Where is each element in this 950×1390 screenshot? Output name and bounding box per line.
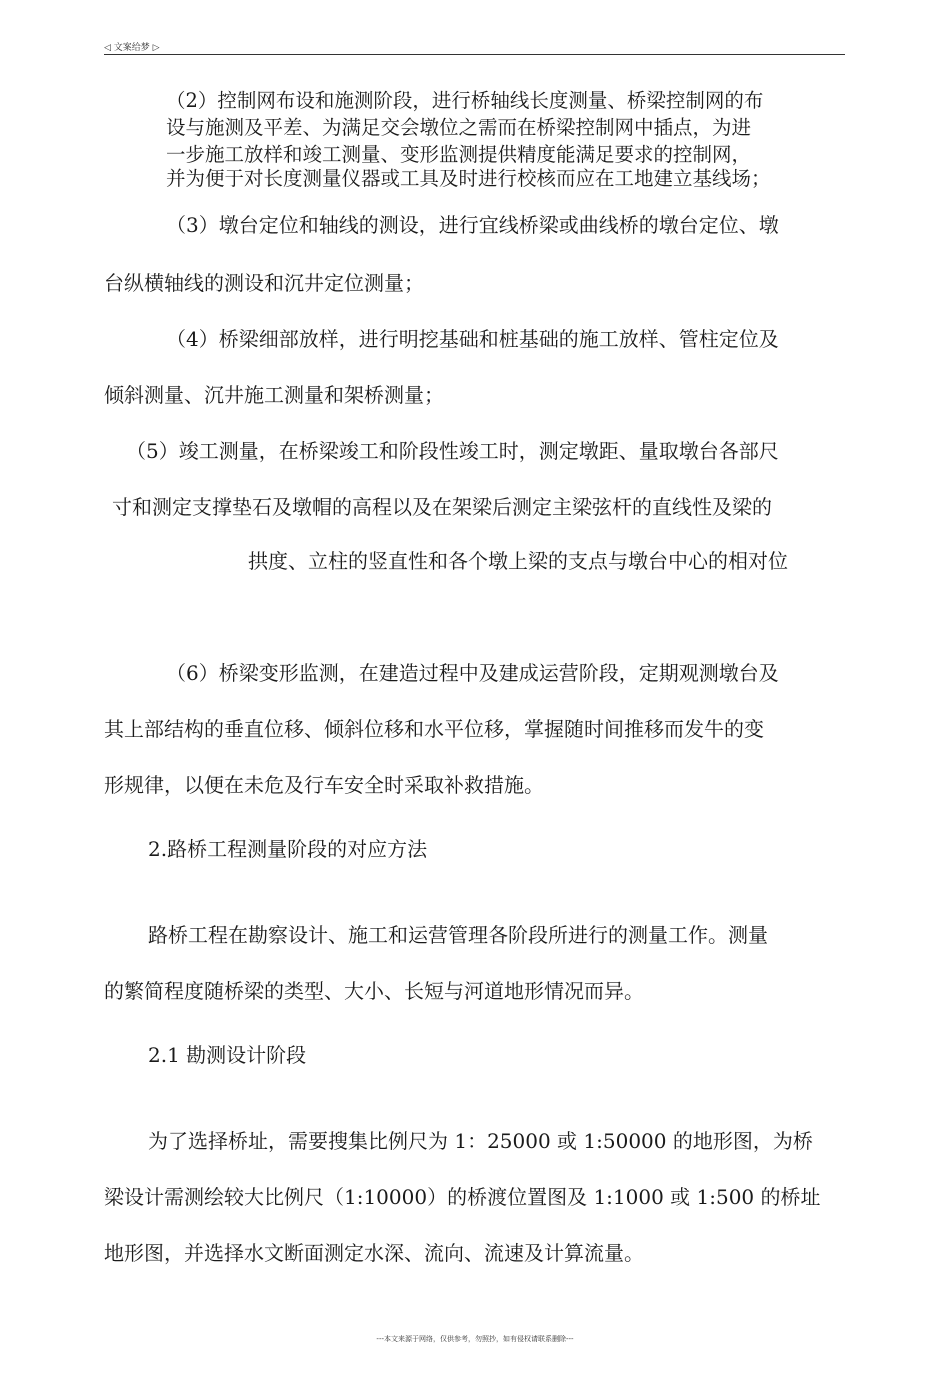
paragraph-line: 台纵横轴线的测设和沉井定位测量； <box>104 271 424 295</box>
paragraph-line: 为了选择桥址，需要搜集比例尺为 1：25000 或 1:50000 的地形图，为桥 <box>148 1129 813 1153</box>
header-label: ◁ 文案给梦 ▷ <box>104 43 160 53</box>
paragraph-line: 设与施测及平差、为满足交会墩位之需而在桥梁控制网中插点，为进 <box>166 116 752 139</box>
subsection-heading: 2.1 勘测设计阶段 <box>148 1043 307 1067</box>
paragraph-line: 倾斜测量、沉井施工测量和架桥测量； <box>104 383 444 407</box>
paragraph-line: 其上部结构的垂直位移、倾斜位移和水平位移，掌握随时间推移而发牛的变 <box>104 717 764 741</box>
section-heading: 2.路桥工程测量阶段的对应方法 <box>148 837 428 861</box>
paragraph-line: （6）桥梁变形监测，在建造过程中及建成运营阶段，定期观测墩台及 <box>166 661 779 685</box>
footer-disclaimer: ---本文来源于网络，仅供参考，勿照抄，如有侵权请联系删除--- <box>376 1335 574 1343</box>
paragraph-line: （2）控制网布设和施测阶段，进行桥轴线长度测量、桥梁控制网的布 <box>166 89 764 112</box>
paragraph-line: 的繁简程度随桥梁的类型、大小、长短与河道地形情况而异。 <box>104 979 644 1003</box>
paragraph-line: 一步施工放样和竣工测量、变形监测提供精度能满足要求的控制网， <box>166 143 752 166</box>
paragraph-line: 梁设计需测绘较大比例尺（1:10000）的桥渡位置图及 1:1000 或 1:500 的桥址 <box>104 1185 821 1209</box>
paragraph-line: 地形图，并选择水文断面测定水深、流向、流速及计算流量。 <box>104 1241 644 1265</box>
paragraph-line: 拱度、立柱的竖直性和各个墩上梁的支点与墩台中心的相对位 <box>248 549 788 573</box>
paragraph-line: 形规律，以便在未危及行车安全时采取补救措施。 <box>104 773 544 797</box>
header-divider <box>104 54 845 55</box>
paragraph-line: （5）竣工测量，在桥梁竣工和阶段性竣工时，测定墩距、量取墩台各部尺 <box>126 439 779 463</box>
paragraph-line: （3）墩台定位和轴线的测设，进行宜线桥梁或曲线桥的墩台定位、墩 <box>166 213 779 237</box>
paragraph-line: 路桥工程在勘察设计、施工和运营管理各阶段所进行的测量工作。测量 <box>148 923 768 947</box>
paragraph-line: （4）桥梁细部放样，进行明挖基础和桩基础的施工放样、管柱定位及 <box>166 327 779 351</box>
paragraph-line: 并为便于对长度测量仪器或工具及时进行校核而应在工地建立基线场； <box>166 167 771 190</box>
paragraph-line: 寸和测定支撑垫石及墩帽的高程以及在架梁后测定主梁弦杆的直线性及梁的 <box>112 495 772 519</box>
